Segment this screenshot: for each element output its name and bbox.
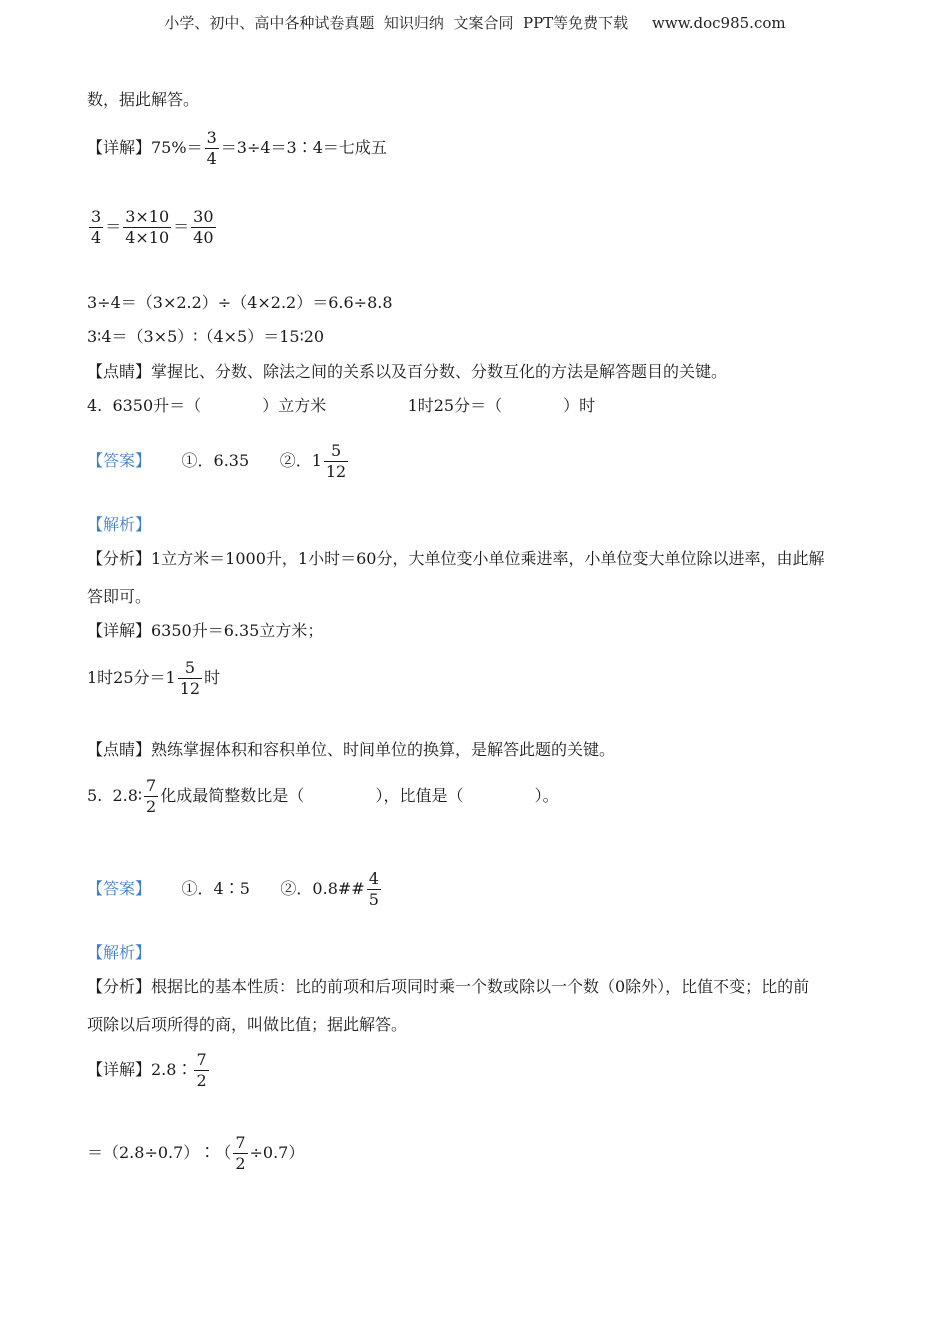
- page-header: 小学、初中、高中各种试卷真题 知识归纳 文案合同 PPT等免费下载 www.doc985.com: [164, 14, 786, 32]
- fraction: $\frac{5}{12}$: [179, 658, 201, 698]
- answer-line: 【答案】 ①．6.35 ②．1 $\frac{5}{12}$: [87, 441, 347, 481]
- text-line: 3÷4＝（3×2.2）÷（4×2.2）＝6.6÷8.8: [87, 293, 393, 312]
- question-4: 4. 6350升＝（ ）立方米 1时25分＝（ ）时: [87, 396, 596, 415]
- question-5: 5. 2.8∶ $\frac{7}{2}$ 化成最简整数比是（ ），比值是（ ）。: [87, 776, 559, 816]
- text-line: 【详解】2.8∶ $\frac{7}{2}$: [87, 1050, 207, 1090]
- answer-label: 【答案】: [87, 451, 152, 470]
- fraction: $\frac{3}{4}$: [91, 207, 102, 247]
- text-line: 【点睛】熟练掌握体积和容积单位、时间单位的换算，是解答此题的关键。: [87, 740, 616, 759]
- text-line: 答即可。: [87, 587, 152, 606]
- text-line: 【详解】6350升＝6.35立方米；: [87, 621, 324, 640]
- text-line: 【分析】1立方米＝1000升，1小时＝60分，大单位变小单位乘进率，小单位变大单位除以进率，由此解: [87, 549, 825, 568]
- answer-line: 【答案】 ①．4∶5 ②．0.8## $\frac{4}{5}$: [87, 869, 379, 909]
- text-line: 【分析】根据比的基本性质：比的前项和后项同时乘一个数或除以一个数（0除外），比值不变；比的前: [87, 977, 810, 996]
- text-line: 1时25分＝1 $\frac{5}{12}$ 时: [87, 658, 221, 698]
- fraction: $\frac{3}{4}$: [206, 128, 217, 168]
- text-line: ＝（2.8÷0.7）∶（ $\frac{7}{2}$ ÷0.7）: [87, 1133, 305, 1173]
- fraction: $\frac{3\times 10}{4\times 10}$: [125, 207, 170, 247]
- analysis-label: 【解析】: [87, 943, 152, 962]
- fraction: $\frac{7}{2}$: [196, 1050, 207, 1090]
- text-line: 3∶4＝（3×5）∶（4×5）＝15∶20: [87, 327, 325, 346]
- fraction: $\frac{7}{2}$: [146, 776, 157, 816]
- text-line: $\frac{3}{4}$ ＝ $\frac{3\times 10}{4\times 10}$ ＝ $\frac{30}{40}$: [91, 207, 214, 247]
- fraction: $\frac{7}{2}$: [235, 1133, 246, 1173]
- fraction: $\frac{30}{40}$: [193, 207, 214, 247]
- text-line: 【详解】75%＝ $\frac{3}{4}$ ＝3÷4＝3∶4＝七成五: [87, 128, 387, 168]
- analysis-label: 【解析】: [87, 515, 152, 534]
- text-line: 项除以后项所得的商，叫做比值；据此解答。: [87, 1015, 408, 1034]
- answer-label: 【答案】: [87, 879, 152, 898]
- fraction: $\frac{5}{12}$: [325, 441, 347, 481]
- text-line: 【点睛】掌握比、分数、除法之间的关系以及百分数、分数互化的方法是解答题目的关键。: [87, 362, 728, 381]
- fraction: $\frac{4}{5}$: [368, 869, 379, 909]
- text-line: 数，据此解答。: [87, 90, 200, 109]
